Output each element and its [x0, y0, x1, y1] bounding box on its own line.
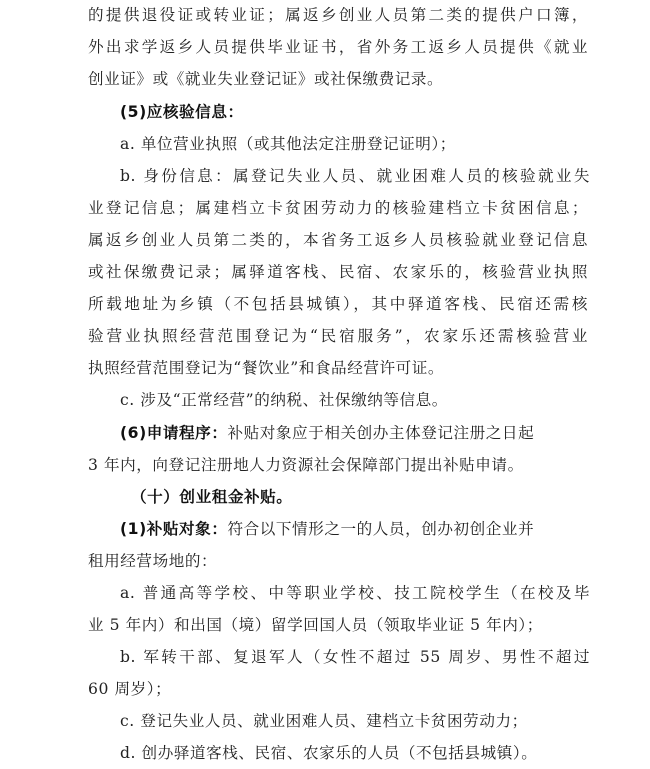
list-item: b. 军转干部、复退军人（女性不超过 55 周岁、男性不超过: [120, 648, 590, 666]
list-item: a. 普通高等学校、中等职业学校、技工院校学生（在校及毕: [120, 584, 590, 602]
text-line: 60 周岁）；: [88, 680, 172, 698]
text-line: 租用经营场地的：: [88, 552, 218, 570]
section-title: （十）创业租金补贴。: [131, 488, 293, 506]
section-heading: (6)申请程序：: [120, 424, 228, 442]
text-line: 外出求学返乡人员提供毕业证书，省外务工返乡人员提供《就业: [88, 38, 588, 56]
text-line: 业登记信息；属建档立卡贫困劳动力的核验建档立卡贫困信息；: [88, 199, 588, 217]
paragraph-line: [120, 513, 590, 545]
list-item: b. 身份信息：属登记失业人员、就业困难人员的核验就业失: [120, 167, 590, 185]
paragraph-text: 符合以下情形之一的人员，创办初创企业并: [227, 520, 535, 538]
section-heading: (1)补贴对象：: [120, 520, 228, 538]
paragraph-line: [120, 417, 590, 449]
list-item: a. 单位营业执照（或其他法定注册登记证明）；: [120, 135, 456, 153]
text-line: 执照经营范围登记为“餐饮业”和食品经营许可证。: [88, 359, 445, 377]
text-line: 3 年内，向登记注册地人力资源社会保障部门提出补贴申请。: [88, 456, 524, 474]
list-item: c. 登记失业人员、就业困难人员、建档立卡贫困劳动力；: [120, 712, 528, 730]
text-line: 属返乡创业人员第二类的，本省务工返乡人员核验就业登记信息: [88, 231, 588, 249]
list-item: c. 涉及“正常经营”的纳税、社保缴纳等信息。: [120, 391, 448, 409]
text-line: 或社保缴费记录；属驿道客栈、民宿、农家乐的，核验营业执照: [88, 263, 588, 281]
text-line: 创业证》或《就业失业登记证》或社保缴费记录。: [88, 70, 444, 88]
text-line: 的提供退役证或转业证；属返乡创业人员第二类的提供户口簿，: [88, 6, 588, 24]
text-line: 所载地址为乡镇（不包括县城镇），其中驿道客栈、民宿还需核: [88, 295, 588, 313]
list-item: d. 创办驿道客栈、民宿、农家乐的人员（不包括县城镇）。: [120, 744, 538, 762]
text-line: 验营业执照经营范围登记为“民宿服务”，农家乐还需核验营业: [88, 327, 588, 345]
section-heading: (5)应核验信息：: [120, 103, 244, 121]
text-line: 业 5 年内）和出国（境）留学回国人员（领取毕业证 5 年内）；: [88, 616, 543, 634]
paragraph-text: 补贴对象应于相关创办主体登记注册之日起: [227, 424, 535, 442]
